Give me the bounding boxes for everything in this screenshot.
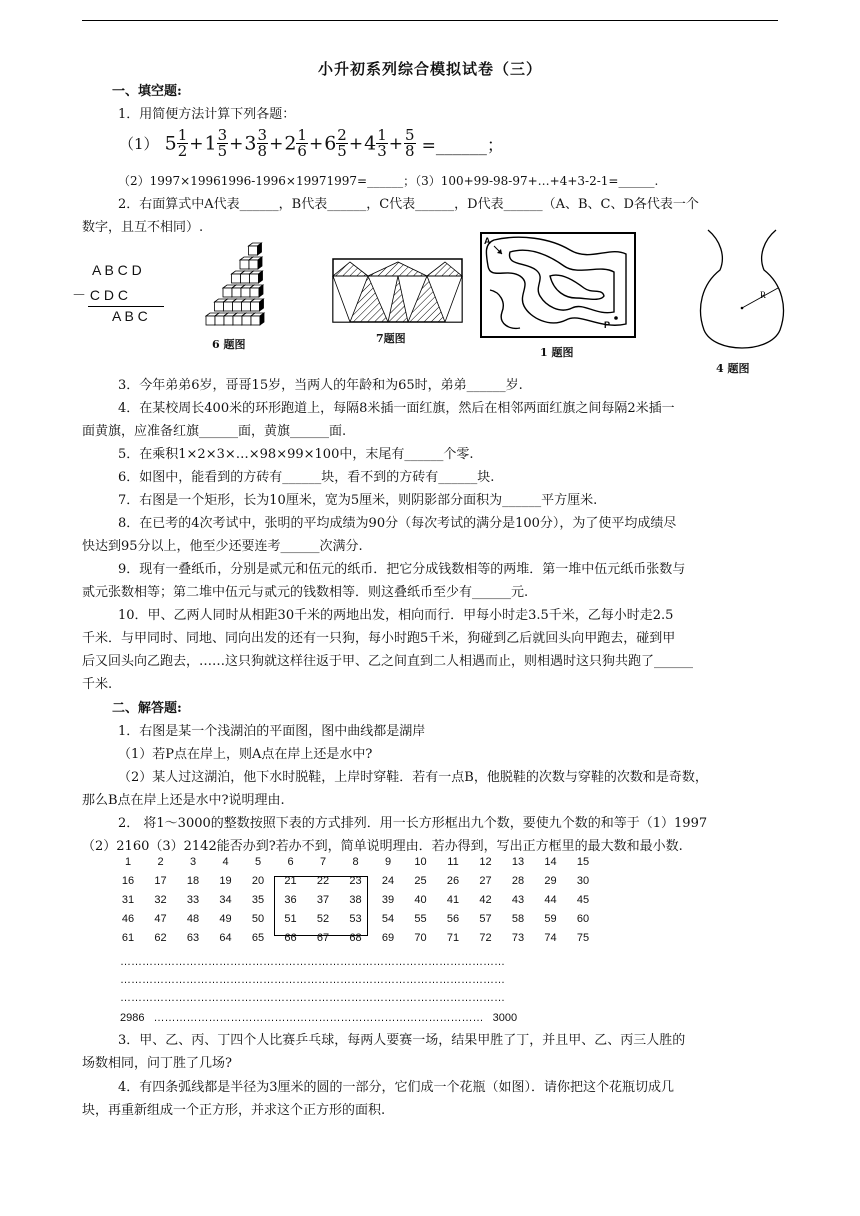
- q4-line1: 4．在某校周长400米的环形跑道上，每隔8米插一面红旗，然后在相邻两面红旗之间每隔2米插一: [118, 401, 675, 416]
- denominator: 2: [177, 142, 188, 160]
- denominator: 6: [297, 142, 307, 160]
- grid-cell: 2: [157, 856, 164, 868]
- denominator: 8: [404, 142, 415, 160]
- q10-line2: 千米．与甲同时、同地、同向出发的还有一只狗，每小时跑5千米，狗碰到乙后就回头向甲跑去，碰到甲: [82, 631, 676, 646]
- grid-last-row: [120, 1012, 517, 1024]
- cube-face: [242, 316, 251, 325]
- grid-cell: 24: [381, 875, 395, 887]
- numerator: 3: [257, 126, 268, 144]
- grid-cell: 49: [219, 913, 232, 925]
- figure-1-label: 1 题图: [540, 346, 574, 359]
- q8-line2: 快达到95分以上，他至少还要连考______次满分.: [82, 539, 363, 554]
- grid-cell: 14: [544, 856, 557, 868]
- grid-cell: 52: [316, 913, 330, 925]
- mixed-number-term: [348, 126, 388, 160]
- figure-1-lake-map: [480, 232, 636, 338]
- q1-part1-tail: =______；: [421, 136, 504, 156]
- grid-cell: 48: [186, 913, 200, 925]
- grid-cell: 59: [544, 913, 557, 925]
- s2-q1-line2: （1）若P点在岸上，则A点在岸上还是水中?: [118, 747, 373, 762]
- cube-face: [224, 316, 233, 325]
- grid-cell: 25: [414, 875, 427, 887]
- mixed-number-term: [164, 126, 189, 160]
- grid-cell: 51: [284, 913, 297, 925]
- cube-face: [233, 316, 242, 325]
- numerator: 1: [377, 126, 387, 144]
- cube-face: [232, 288, 241, 297]
- grid-cell: 53: [349, 913, 362, 925]
- grid-cell: 50: [251, 913, 265, 925]
- grid-cell: 63: [186, 932, 200, 944]
- cube-face: [250, 288, 259, 297]
- grid-cell: 34: [219, 894, 232, 906]
- grid-cell: 36: [284, 894, 297, 906]
- q1-intro: 1．用简便方法计算下列各题：: [118, 107, 296, 122]
- puzzle-row3: A B C: [112, 308, 148, 324]
- grid-cell: 72: [479, 932, 492, 944]
- cube-face: [249, 246, 258, 255]
- plus-sign: +: [269, 133, 284, 154]
- grid-cell: 62: [154, 932, 167, 944]
- cube-face: [232, 274, 241, 283]
- grid-cell: 20: [251, 875, 265, 887]
- grid-cell: 29: [544, 875, 557, 887]
- s2-q1-line3: （2）某人过这湖泊，他下水时脱鞋，上岸时穿鞋．若有一点B，他脱鞋的次数与穿鞋的次数和是奇数，: [118, 770, 708, 785]
- q3: 3．今年弟弟6岁，哥哥15岁，当两人的年龄和为65时，弟弟______岁.: [118, 378, 523, 393]
- grid-cell: 60: [576, 913, 590, 925]
- fraction: [177, 128, 189, 159]
- q7: 7．右图是一个矩形，长为10厘米，宽为5厘米，则阴影部分面积为______平方厘米.: [118, 493, 598, 508]
- grid-cell: 30: [576, 875, 590, 887]
- puzzle-rule: [88, 306, 164, 307]
- header-rule: [82, 20, 778, 21]
- numerator: 3: [217, 126, 228, 144]
- grid-cell: 75: [576, 932, 590, 944]
- figure-4-label: 4 题图: [716, 362, 750, 375]
- s2-q2-line1: 2． 将1～3000的整数按照下表的方式排列．用一长方形框出九个数，要使九个数的和等于（1）1997: [118, 816, 708, 831]
- q4-line2: 面黄旗，应准备红旗______面，黄旗______面.: [82, 424, 347, 439]
- s2-q4-line2: 块，再重新组成一个正方形，并求这个正方形的面积.: [82, 1103, 386, 1118]
- map-label-p: P: [604, 320, 611, 330]
- q9-line2: 贰元张数相等；第二堆中伍元与贰元的钱数相等．则这叠纸币至少有______元.: [82, 585, 529, 600]
- fraction: [336, 128, 348, 159]
- grid-cell: 3: [189, 856, 197, 868]
- cube-face: [215, 316, 224, 325]
- grid-cell: 1: [124, 856, 132, 868]
- grid-cell: 18: [186, 875, 200, 887]
- fraction: [257, 128, 269, 159]
- grid-cell: 35: [251, 894, 265, 906]
- grid-cell: 13: [511, 856, 525, 868]
- grid-cell: 38: [349, 894, 362, 906]
- figure-6-label: 6 题图: [212, 338, 246, 351]
- mixed-number-term: [388, 126, 416, 160]
- grid-cell: 61: [121, 932, 135, 944]
- grid-cell: 54: [381, 913, 395, 925]
- grid-cell: 15: [576, 856, 590, 868]
- mixed-number-term: [228, 126, 268, 160]
- plus-sign: +: [308, 133, 324, 154]
- grid-cell: 6: [287, 856, 294, 868]
- grid-cell: 66: [284, 932, 297, 944]
- plus-sign: +: [189, 133, 204, 154]
- mixed-number-term: [308, 126, 348, 160]
- numerator: 1: [297, 126, 307, 144]
- grid-cell: 73: [511, 932, 525, 944]
- grid-last-end: 3000: [492, 1012, 518, 1024]
- grid-cell: 58: [511, 913, 525, 925]
- grid-cell: 71: [446, 932, 460, 944]
- cube-face: [206, 316, 215, 325]
- s2-q1-line1: 1．右图是某一个浅湖泊的平面图，图中曲线都是湖岸: [118, 724, 426, 739]
- cube-face: [233, 302, 242, 311]
- fraction: [217, 128, 229, 159]
- grid-cell: 47: [154, 913, 167, 925]
- figure-4-vase: [692, 226, 792, 362]
- grid-cell: 74: [544, 932, 557, 944]
- fraction: [376, 128, 388, 159]
- cube-face: [240, 260, 249, 269]
- denominator: 5: [217, 142, 228, 160]
- grid-last-dots: ………………………………………………………………………………: [153, 1012, 484, 1024]
- s2-q4-line1: 4．有四条弧线都是半径为3厘米的圆的一部分，它们成一个花瓶（如图）．请你把这个花瓶切成几: [118, 1080, 675, 1095]
- grid-cell: 68: [349, 932, 362, 944]
- q10-line3: 后又回头向乙跑去，……这只狗就这样往返于甲、乙之间直到二人相遇而止，则相遇时这只狗共跑了______: [82, 654, 694, 669]
- grid-dots-row1: ……………………………………………………………………………………………: [120, 956, 505, 968]
- q6: 6．如图中，能看到的方砖有______块，看不到的方砖有______块.: [118, 470, 495, 485]
- cube-face: [224, 302, 233, 311]
- grid-cell: 11: [447, 856, 459, 868]
- grid-cell: 65: [251, 932, 265, 944]
- grid-cell: 56: [446, 913, 460, 925]
- q5: 5．在乘积1×2×3×…×98×99×100中，末尾有______个零.: [118, 447, 474, 462]
- grid-cell: 55: [414, 913, 427, 925]
- grid-cell: 5: [254, 856, 262, 868]
- q2-line1: 2．右面算式中A代表______，B代表______，C代表______，D代表______（A、B、C、D各代表一个: [118, 197, 699, 212]
- grid-cell: 64: [219, 932, 232, 944]
- whole-part: 2: [284, 132, 297, 155]
- q10-line4: 千米.: [82, 677, 113, 692]
- cube-face: [223, 288, 232, 297]
- grid-cell: 22: [316, 875, 330, 887]
- whole-part: 5: [164, 132, 177, 155]
- cube-face: [251, 302, 260, 311]
- grid-cell: 10: [414, 856, 427, 868]
- whole-part: 4: [364, 132, 377, 155]
- cube-face: [215, 302, 224, 311]
- fraction: [404, 128, 416, 159]
- grid-cell: 17: [154, 875, 167, 887]
- grid-cell: 69: [381, 932, 395, 944]
- grid-cell: 12: [479, 856, 492, 868]
- denominator: 3: [377, 142, 387, 160]
- grid-cell: 32: [154, 894, 167, 906]
- plus-sign: +: [388, 133, 403, 154]
- grid-cell: 26: [446, 875, 460, 887]
- grid-cell: 41: [446, 894, 460, 906]
- map-label-a: A: [484, 236, 491, 246]
- grid-cell: 45: [576, 894, 590, 906]
- page-title: 小升初系列综合模拟试卷（三）: [317, 60, 542, 78]
- mixed-number-term: [268, 126, 308, 160]
- grid-cell: 37: [316, 894, 330, 906]
- grid-cell: 44: [544, 894, 557, 906]
- grid-cell: 8: [352, 856, 359, 868]
- grid-cell: 7: [319, 856, 327, 868]
- whole-part: 1: [204, 132, 217, 155]
- cube-face: [250, 274, 259, 283]
- puzzle-row2: － C D C: [72, 287, 128, 303]
- cube-face: [249, 260, 258, 269]
- q1-part2-3: （2）1997×19961996-1996×19971997=______；（3）100+99-98-97+…+4+3-2-1=______.: [118, 174, 659, 188]
- section-answers: 二、解答题:: [112, 701, 182, 716]
- plus-sign: +: [348, 133, 364, 154]
- vase-radius-label: R: [760, 290, 767, 300]
- grid-dots-row3: ……………………………………………………………………………………………: [120, 992, 505, 1004]
- cube-face: [242, 302, 251, 311]
- grid-cell: 31: [121, 894, 135, 906]
- numerator: 5: [404, 126, 415, 144]
- q9-line1: 9．现有一叠纸币，分别是贰元和伍元的纸币．把它分成钱数相等的两堆．第一堆中伍元纸币张数与: [118, 562, 686, 577]
- mixed-number-term: [188, 126, 228, 160]
- s2-q1-line4: 那么B点在岸上还是水中?说明理由.: [82, 793, 285, 808]
- section-fill-blank: 一、填空题:: [112, 84, 182, 99]
- grid-cell: 23: [349, 875, 362, 887]
- grid-cell: 16: [121, 875, 135, 887]
- cube-face: [251, 316, 260, 325]
- plus-sign: +: [229, 133, 244, 154]
- s2-q2-line2: （2）2160（3）2142能否办到?若办不到，简单说明理由．若办得到，写出正方框里的最大数和最小数.: [82, 839, 683, 854]
- grid-cell: 70: [414, 932, 427, 944]
- grid-cell: 40: [414, 894, 427, 906]
- grid-cell: 42: [479, 894, 492, 906]
- q10-line1: 10．甲、乙两人同时从相距30千米的两地出发，相向而行．甲每小时走3.5千米，乙每小时走2.5: [118, 608, 674, 623]
- figure-7-rectangle: [332, 258, 464, 324]
- whole-part: 6: [324, 132, 337, 155]
- grid-cell: 21: [284, 875, 297, 887]
- figure-7-label: 7题图: [376, 332, 406, 345]
- grid-dots-row2: ……………………………………………………………………………………………: [120, 974, 505, 986]
- q2-line2: 数字，且互不相同）.: [82, 220, 204, 235]
- grid-cell: 19: [219, 875, 232, 887]
- fraction: [296, 128, 308, 159]
- s2-q3-line2: 场数相同，问丁胜了几场?: [82, 1056, 232, 1071]
- figure-6-cube-stack: [200, 236, 295, 328]
- q1-part1-terms: [164, 126, 416, 160]
- grid-cell: 4: [222, 856, 229, 868]
- cube-face: [241, 274, 250, 283]
- grid-cell: 33: [186, 894, 200, 906]
- grid-cell: 46: [121, 913, 135, 925]
- puzzle-row1: A B C D: [92, 262, 142, 278]
- grid-cell: 28: [511, 875, 525, 887]
- cube-face: [241, 288, 250, 297]
- s2-q3-line1: 3．甲、乙、丙、丁四个人比赛乒乓球，每两人要赛一场，结果甲胜了丁，并且甲、乙、丙三人胜的: [118, 1033, 686, 1048]
- grid-last-start: 2986: [120, 1012, 145, 1024]
- whole-part: 3: [244, 132, 257, 155]
- grid-cell: 57: [479, 913, 492, 925]
- numerator: 1: [177, 126, 188, 144]
- q1-part1-equation: [118, 128, 505, 159]
- grid-cell: 43: [511, 894, 525, 906]
- grid-cell: 39: [381, 894, 395, 906]
- numerator: 2: [337, 126, 347, 144]
- denominator: 8: [257, 142, 268, 160]
- q1-part1-label: （1）: [119, 135, 159, 153]
- q8-line1: 8．在已考的4次考试中，张明的平均成绩为90分（每次考试的满分是100分），为了使平均成绩尽: [118, 516, 677, 531]
- grid-cell: 67: [316, 932, 330, 944]
- denominator: 5: [337, 142, 347, 160]
- grid-cell: 27: [479, 875, 492, 887]
- grid-cell: 9: [384, 856, 392, 868]
